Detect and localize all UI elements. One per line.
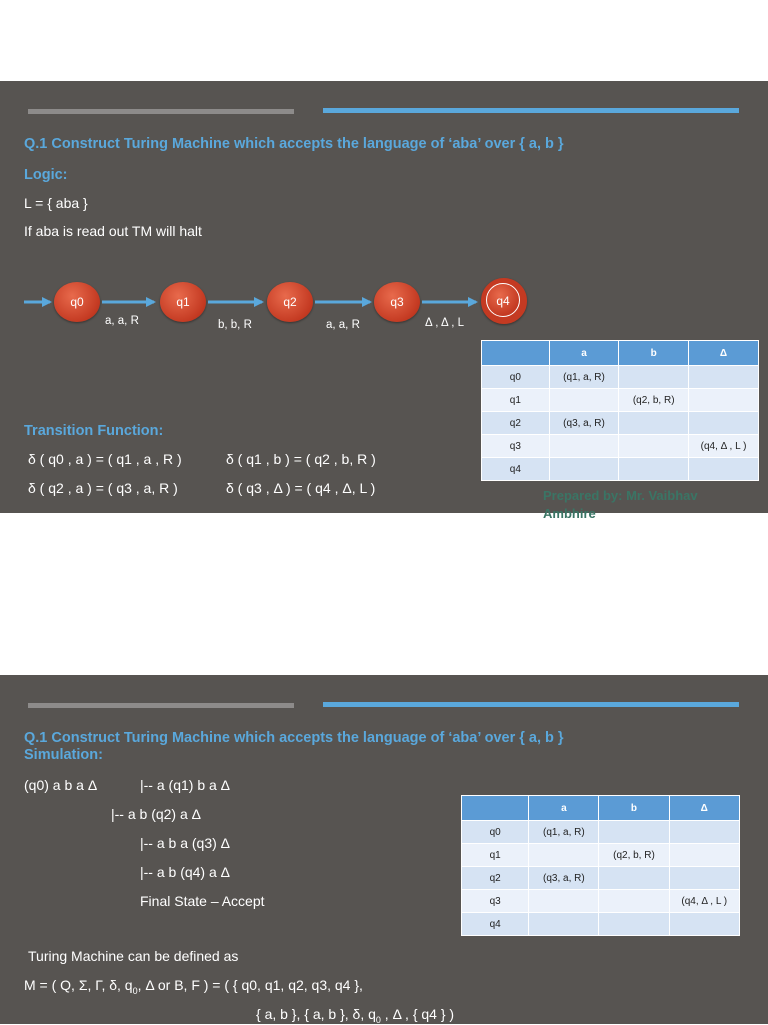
table-cell bbox=[619, 366, 689, 389]
simulation-heading: Simulation: bbox=[24, 747, 103, 763]
table-cell bbox=[549, 389, 619, 412]
table-cell: q1 bbox=[462, 844, 529, 867]
table-header-cell: b bbox=[599, 796, 669, 821]
table-cell bbox=[549, 458, 619, 481]
transition-rule: δ ( q2 , a ) = ( q3 , a, R ) bbox=[28, 480, 178, 496]
table-row bbox=[462, 890, 740, 913]
halt-statement: If aba is read out TM will halt bbox=[24, 223, 202, 239]
table-row bbox=[482, 458, 759, 481]
table-header-cell: Δ bbox=[689, 341, 759, 366]
table-cell bbox=[599, 821, 669, 844]
slide-title: Q.1 Construct Turing Machine which accepts the language of ‘aba’ over { a, b } bbox=[24, 730, 564, 746]
transition-rule: δ ( q1 , b ) = ( q2 , b, R ) bbox=[226, 451, 376, 467]
table-cell: q4 bbox=[462, 913, 529, 936]
transition-function-heading: Transition Function: bbox=[24, 423, 164, 439]
credit-text: Prepared by: Mr. Vaibhav Ambhire bbox=[543, 488, 698, 521]
edge-label-q0-q1: a, a, R bbox=[105, 315, 139, 327]
simulation-step: |-- a b a (q3) Δ bbox=[140, 835, 231, 851]
accept-statement: Final State – Accept bbox=[140, 893, 265, 909]
table-row bbox=[482, 366, 759, 389]
simulation-step: |-- a (q1) b a Δ bbox=[140, 777, 231, 793]
table-row bbox=[482, 435, 759, 458]
edge-label-q2-q3: a, a, R bbox=[326, 319, 360, 331]
simulation-step: (q0) a b a Δ bbox=[24, 777, 98, 793]
header-bar-blue bbox=[323, 108, 739, 113]
table-cell: q0 bbox=[482, 366, 550, 389]
table-cell bbox=[689, 389, 759, 412]
table-cell bbox=[669, 844, 740, 867]
table-cell: (q1, a, R) bbox=[549, 366, 619, 389]
table-cell: q0 bbox=[462, 821, 529, 844]
subscript-zero: 0 bbox=[132, 985, 138, 996]
table-header-cell: b bbox=[619, 341, 689, 366]
table-cell: q1 bbox=[482, 389, 550, 412]
table-row bbox=[462, 913, 740, 936]
logic-heading: Logic: bbox=[24, 167, 68, 183]
slide-1 bbox=[0, 81, 768, 521]
slide-title: Q.1 Construct Turing Machine which accepts the language of ‘aba’ over { a, b } bbox=[24, 136, 564, 152]
table-header-row bbox=[462, 796, 740, 821]
transition-table bbox=[481, 340, 759, 481]
table-cell bbox=[549, 435, 619, 458]
table-cell: (q4, Δ , L ) bbox=[669, 890, 740, 913]
table-row bbox=[462, 821, 740, 844]
definition-line-1-part-a: M = ( Q, Σ, Γ, δ, q bbox=[24, 977, 133, 993]
table-cell bbox=[669, 867, 740, 890]
table-header-cell: a bbox=[529, 796, 599, 821]
simulation-step: |-- a b (q2) a Δ bbox=[111, 806, 202, 822]
state-q4-final bbox=[481, 278, 527, 324]
table-cell: q2 bbox=[482, 412, 550, 435]
definition-line-2 bbox=[256, 1006, 454, 1025]
simulation-step: |-- a b (q4) a Δ bbox=[140, 864, 231, 880]
table-cell: (q2, b, R) bbox=[599, 844, 669, 867]
edge-label-q1-q2: b, b, R bbox=[218, 319, 252, 331]
table-cell: (q4, Δ , L ) bbox=[689, 435, 759, 458]
table-header-cell bbox=[482, 341, 550, 366]
edge-label-q3-q4: Δ , Δ , L bbox=[425, 317, 465, 329]
table-cell bbox=[619, 412, 689, 435]
definition-line-2-part-a: { a, b }, { a, b }, δ, q bbox=[256, 1006, 376, 1022]
table-cell bbox=[689, 458, 759, 481]
table-cell bbox=[619, 435, 689, 458]
table-cell bbox=[529, 913, 599, 936]
table-header-cell: a bbox=[549, 341, 619, 366]
header-bar-gray bbox=[28, 703, 294, 708]
table-header-cell bbox=[462, 796, 529, 821]
table-row bbox=[482, 412, 759, 435]
state-q0: q0 bbox=[54, 282, 100, 322]
header-bar-blue bbox=[323, 702, 739, 707]
table-cell bbox=[599, 867, 669, 890]
table-cell: q3 bbox=[462, 890, 529, 913]
definition-line-1 bbox=[24, 977, 363, 996]
table-cell bbox=[689, 366, 759, 389]
table-cell: q4 bbox=[482, 458, 550, 481]
state-q2: q2 bbox=[267, 282, 313, 322]
subscript-zero: 0 bbox=[375, 1014, 381, 1025]
table-cell: (q1, a, R) bbox=[529, 821, 599, 844]
table-row bbox=[462, 844, 740, 867]
table-cell: (q2, b, R) bbox=[619, 389, 689, 412]
transition-rule: δ ( q3 , Δ ) = ( q4 , Δ, L ) bbox=[226, 480, 376, 496]
state-q1: q1 bbox=[160, 282, 206, 322]
table-cell: q3 bbox=[482, 435, 550, 458]
language-definition: L = { aba } bbox=[24, 195, 88, 211]
table-cell bbox=[529, 890, 599, 913]
state-q3: q3 bbox=[374, 282, 420, 322]
transition-table bbox=[461, 795, 740, 936]
table-cell bbox=[669, 821, 740, 844]
table-row bbox=[462, 867, 740, 890]
table-header-cell: Δ bbox=[669, 796, 740, 821]
table-cell bbox=[669, 913, 740, 936]
definition-intro: Turing Machine can be defined as bbox=[28, 948, 239, 964]
table-cell: q2 bbox=[462, 867, 529, 890]
header-bar-gray bbox=[28, 109, 294, 114]
table-header-row bbox=[482, 341, 759, 366]
state-q4-label: q4 bbox=[486, 283, 520, 317]
transition-rule: δ ( q0 , a ) = ( q1 , a , R ) bbox=[28, 451, 182, 467]
table-cell bbox=[689, 412, 759, 435]
table-cell: (q3, a, R) bbox=[549, 412, 619, 435]
definition-line-2-part-b: , Δ , { q4 } ) bbox=[380, 1006, 455, 1022]
table-cell bbox=[599, 913, 669, 936]
table-row bbox=[482, 389, 759, 412]
table-cell: (q3, a, R) bbox=[529, 867, 599, 890]
definition-line-1-part-b: , Δ or B, F ) = ( { q0, q1, q2, q3, q4 }, bbox=[137, 977, 363, 993]
table-cell bbox=[619, 458, 689, 481]
table-cell bbox=[529, 844, 599, 867]
slide-2 bbox=[0, 675, 768, 1024]
table-cell bbox=[599, 890, 669, 913]
